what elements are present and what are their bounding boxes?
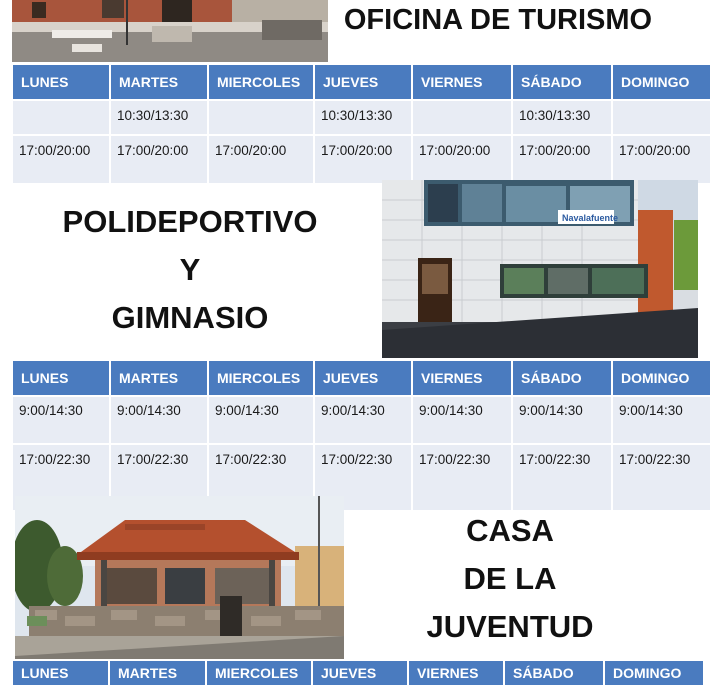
- table-cell: 9:00/14:30: [13, 397, 109, 443]
- table-cell: [209, 101, 313, 134]
- table-cell: 17:00/22:30: [209, 445, 313, 510]
- table-cell: 17:00/20:00: [613, 136, 710, 183]
- header-cell-sabado: SÁBADO: [513, 65, 611, 99]
- header-cell-miercoles: MIERCOLES: [209, 361, 313, 395]
- title-line: JUVENTUD: [426, 609, 594, 644]
- table-cell: 9:00/14:30: [209, 397, 313, 443]
- table-header-row: [13, 361, 710, 395]
- table-header-row: [13, 65, 710, 99]
- header-cell-lunes: LUNES: [13, 361, 109, 395]
- header-cell-miercoles: MIERCOLES: [207, 661, 311, 685]
- header-cell-sabado: SÁBADO: [513, 361, 611, 395]
- table-cell: [413, 101, 511, 134]
- table-cell: 17:00/22:30: [13, 445, 109, 510]
- table-cell: 9:00/14:30: [613, 397, 710, 443]
- title-line: Y: [179, 252, 201, 287]
- title-line: DE LA: [463, 561, 557, 596]
- header-cell-miercoles: MIERCOLES: [209, 65, 313, 99]
- header-cell-martes: MARTES: [111, 361, 207, 395]
- table-cell: 17:00/22:30: [613, 445, 710, 510]
- table-cell: 10:30/13:30: [315, 101, 411, 134]
- sports-center-schedule-table: [11, 359, 712, 512]
- header-cell-jueves: JUEVES: [315, 65, 411, 99]
- header-cell-lunes: LUNES: [13, 661, 108, 685]
- tourism-schedule-table: [11, 63, 712, 185]
- sports-center-title: [40, 198, 340, 342]
- header-cell-sabado: SÁBADO: [505, 661, 603, 685]
- youth-house-schedule-table: [11, 659, 705, 687]
- table-cell: 17:00/20:00: [315, 136, 411, 183]
- header-cell-martes: MARTES: [111, 65, 207, 99]
- table-row: [13, 101, 710, 134]
- table-cell: 9:00/14:30: [315, 397, 411, 443]
- header-cell-viernes: VIERNES: [413, 65, 511, 99]
- table-cell: 10:30/13:30: [513, 101, 611, 134]
- header-cell-viernes: VIERNES: [409, 661, 503, 685]
- table-cell: 17:00/20:00: [209, 136, 313, 183]
- table-cell: 10:30/13:30: [111, 101, 207, 134]
- header-cell-domingo: DOMINGO: [605, 661, 703, 685]
- table-cell: 17:00/22:30: [513, 445, 611, 510]
- youth-house-title: [360, 507, 660, 651]
- tourism-office-title: OFICINA DE TURISMO: [343, 4, 653, 36]
- table-cell: 17:00/22:30: [315, 445, 411, 510]
- header-cell-domingo: DOMINGO: [613, 361, 710, 395]
- tourism-office-photo: [12, 0, 328, 62]
- table-cell: 17:00/22:30: [111, 445, 207, 510]
- table-cell: 17:00/20:00: [111, 136, 207, 183]
- header-cell-lunes: LUNES: [13, 65, 109, 99]
- title-line: CASA: [466, 513, 554, 548]
- header-cell-martes: MARTES: [110, 661, 205, 685]
- sports-center-photo: [382, 180, 698, 358]
- table-cell: 17:00/22:30: [413, 445, 511, 510]
- header-cell-jueves: JUEVES: [315, 361, 411, 395]
- table-header-row: [13, 661, 703, 685]
- title-line: GIMNASIO: [111, 300, 269, 335]
- table-cell: [613, 101, 710, 134]
- table-cell: 9:00/14:30: [111, 397, 207, 443]
- table-cell: 17:00/20:00: [513, 136, 611, 183]
- header-cell-viernes: VIERNES: [413, 361, 511, 395]
- table-row: [13, 397, 710, 443]
- header-cell-jueves: JUEVES: [313, 661, 407, 685]
- table-cell: 9:00/14:30: [413, 397, 511, 443]
- table-row: [13, 136, 710, 183]
- youth-house-photo: [15, 496, 344, 659]
- table-cell: 17:00/20:00: [13, 136, 109, 183]
- table-cell: [13, 101, 109, 134]
- svg-text:Navalafuente: Navalafuente: [562, 213, 619, 223]
- table-cell: 9:00/14:30: [513, 397, 611, 443]
- table-cell: 17:00/20:00: [413, 136, 511, 183]
- header-cell-domingo: DOMINGO: [613, 65, 710, 99]
- title-line: POLIDEPORTIVO: [62, 204, 318, 239]
